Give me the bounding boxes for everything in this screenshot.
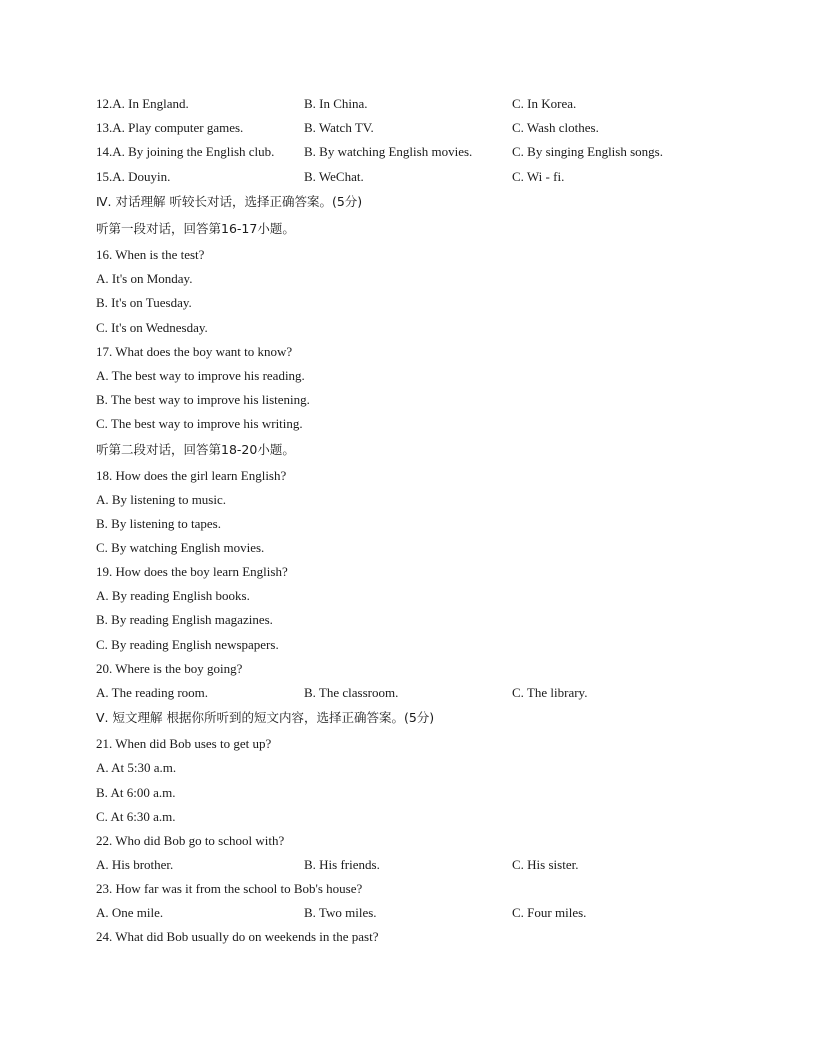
- question-17-option-b: B. The best way to improve his listening.: [96, 392, 310, 407]
- section-5-heading: Ⅴ. 短文理解 根据你所听到的短文内容，选择正确答案。(5分): [96, 710, 435, 725]
- question-16: 16. When is the test?: [96, 247, 205, 262]
- option-a: 12.A. In England.: [96, 96, 189, 111]
- question-14-options: [96, 142, 736, 162]
- question-21-option-a: A. At 5:30 a.m.: [96, 760, 177, 775]
- option-c: C. Wash clothes.: [512, 120, 599, 135]
- option-b: B. WeChat.: [304, 169, 364, 184]
- section-4-heading: Ⅳ. 对话理解 听较长对话，选择正确答案。(5分): [96, 194, 363, 209]
- question-16-option-b: B. It's on Tuesday.: [96, 295, 192, 310]
- option-c: C. The library.: [512, 685, 588, 700]
- option-c: C. By singing English songs.: [512, 144, 663, 159]
- question-18-option-c: C. By watching English movies.: [96, 540, 265, 555]
- question-18-option-b: B. By listening to tapes.: [96, 516, 221, 531]
- option-c: C. Four miles.: [512, 905, 587, 920]
- option-b: B. His friends.: [304, 857, 380, 872]
- question-16-option-a: A. It's on Monday.: [96, 271, 193, 286]
- question-18-option-a: A. By listening to music.: [96, 492, 226, 507]
- question-24: 24. What did Bob usually do on weekends in the past?: [96, 929, 379, 944]
- question-21-option-b: B. At 6:00 a.m.: [96, 785, 176, 800]
- question-17-option-c: C. The best way to improve his writing.: [96, 416, 303, 431]
- option-c: C. In Korea.: [512, 96, 577, 111]
- option-c: C. Wi - fi.: [512, 169, 565, 184]
- question-19-option-a: A. By reading English books.: [96, 588, 250, 603]
- option-a: A. One mile.: [96, 905, 164, 920]
- question-18: 18. How does the girl learn English?: [96, 468, 287, 483]
- question-17: 17. What does the boy want to know?: [96, 344, 293, 359]
- option-a: A. His brother.: [96, 857, 174, 872]
- option-b: B. Two miles.: [304, 905, 377, 920]
- question-12-options: [96, 94, 736, 114]
- option-b: B. In China.: [304, 96, 368, 111]
- dialogue-2-instruction: 听第二段对话，回答第18-20小题。: [96, 442, 295, 457]
- question-23-options: [96, 903, 736, 923]
- option-a: 15.A. Douyin.: [96, 169, 171, 184]
- option-a: 13.A. Play computer games.: [96, 120, 244, 135]
- option-b: B. The classroom.: [304, 685, 399, 700]
- question-20-options: [96, 683, 736, 703]
- question-19-option-c: C. By reading English newspapers.: [96, 637, 279, 652]
- option-b: B. Watch TV.: [304, 120, 374, 135]
- question-19: 19. How does the boy learn English?: [96, 564, 288, 579]
- question-13-options: [96, 118, 736, 138]
- question-19-option-b: B. By reading English magazines.: [96, 612, 273, 627]
- option-a: 14.A. By joining the English club.: [96, 144, 275, 159]
- question-22: 22. Who did Bob go to school with?: [96, 833, 285, 848]
- question-21-option-c: C. At 6:30 a.m.: [96, 809, 176, 824]
- question-23: 23. How far was it from the school to Bob's house?: [96, 881, 363, 896]
- question-17-option-a: A. The best way to improve his reading.: [96, 368, 305, 383]
- option-a: A. The reading room.: [96, 685, 209, 700]
- question-16-option-c: C. It's on Wednesday.: [96, 320, 208, 335]
- dialogue-1-instruction: 听第一段对话，回答第16-17小题。: [96, 221, 295, 236]
- option-b: B. By watching English movies.: [304, 144, 473, 159]
- question-22-options: [96, 855, 736, 875]
- question-20: 20. Where is the boy going?: [96, 661, 243, 676]
- question-15-options: [96, 167, 736, 187]
- question-21: 21. When did Bob uses to get up?: [96, 736, 272, 751]
- option-c: C. His sister.: [512, 857, 579, 872]
